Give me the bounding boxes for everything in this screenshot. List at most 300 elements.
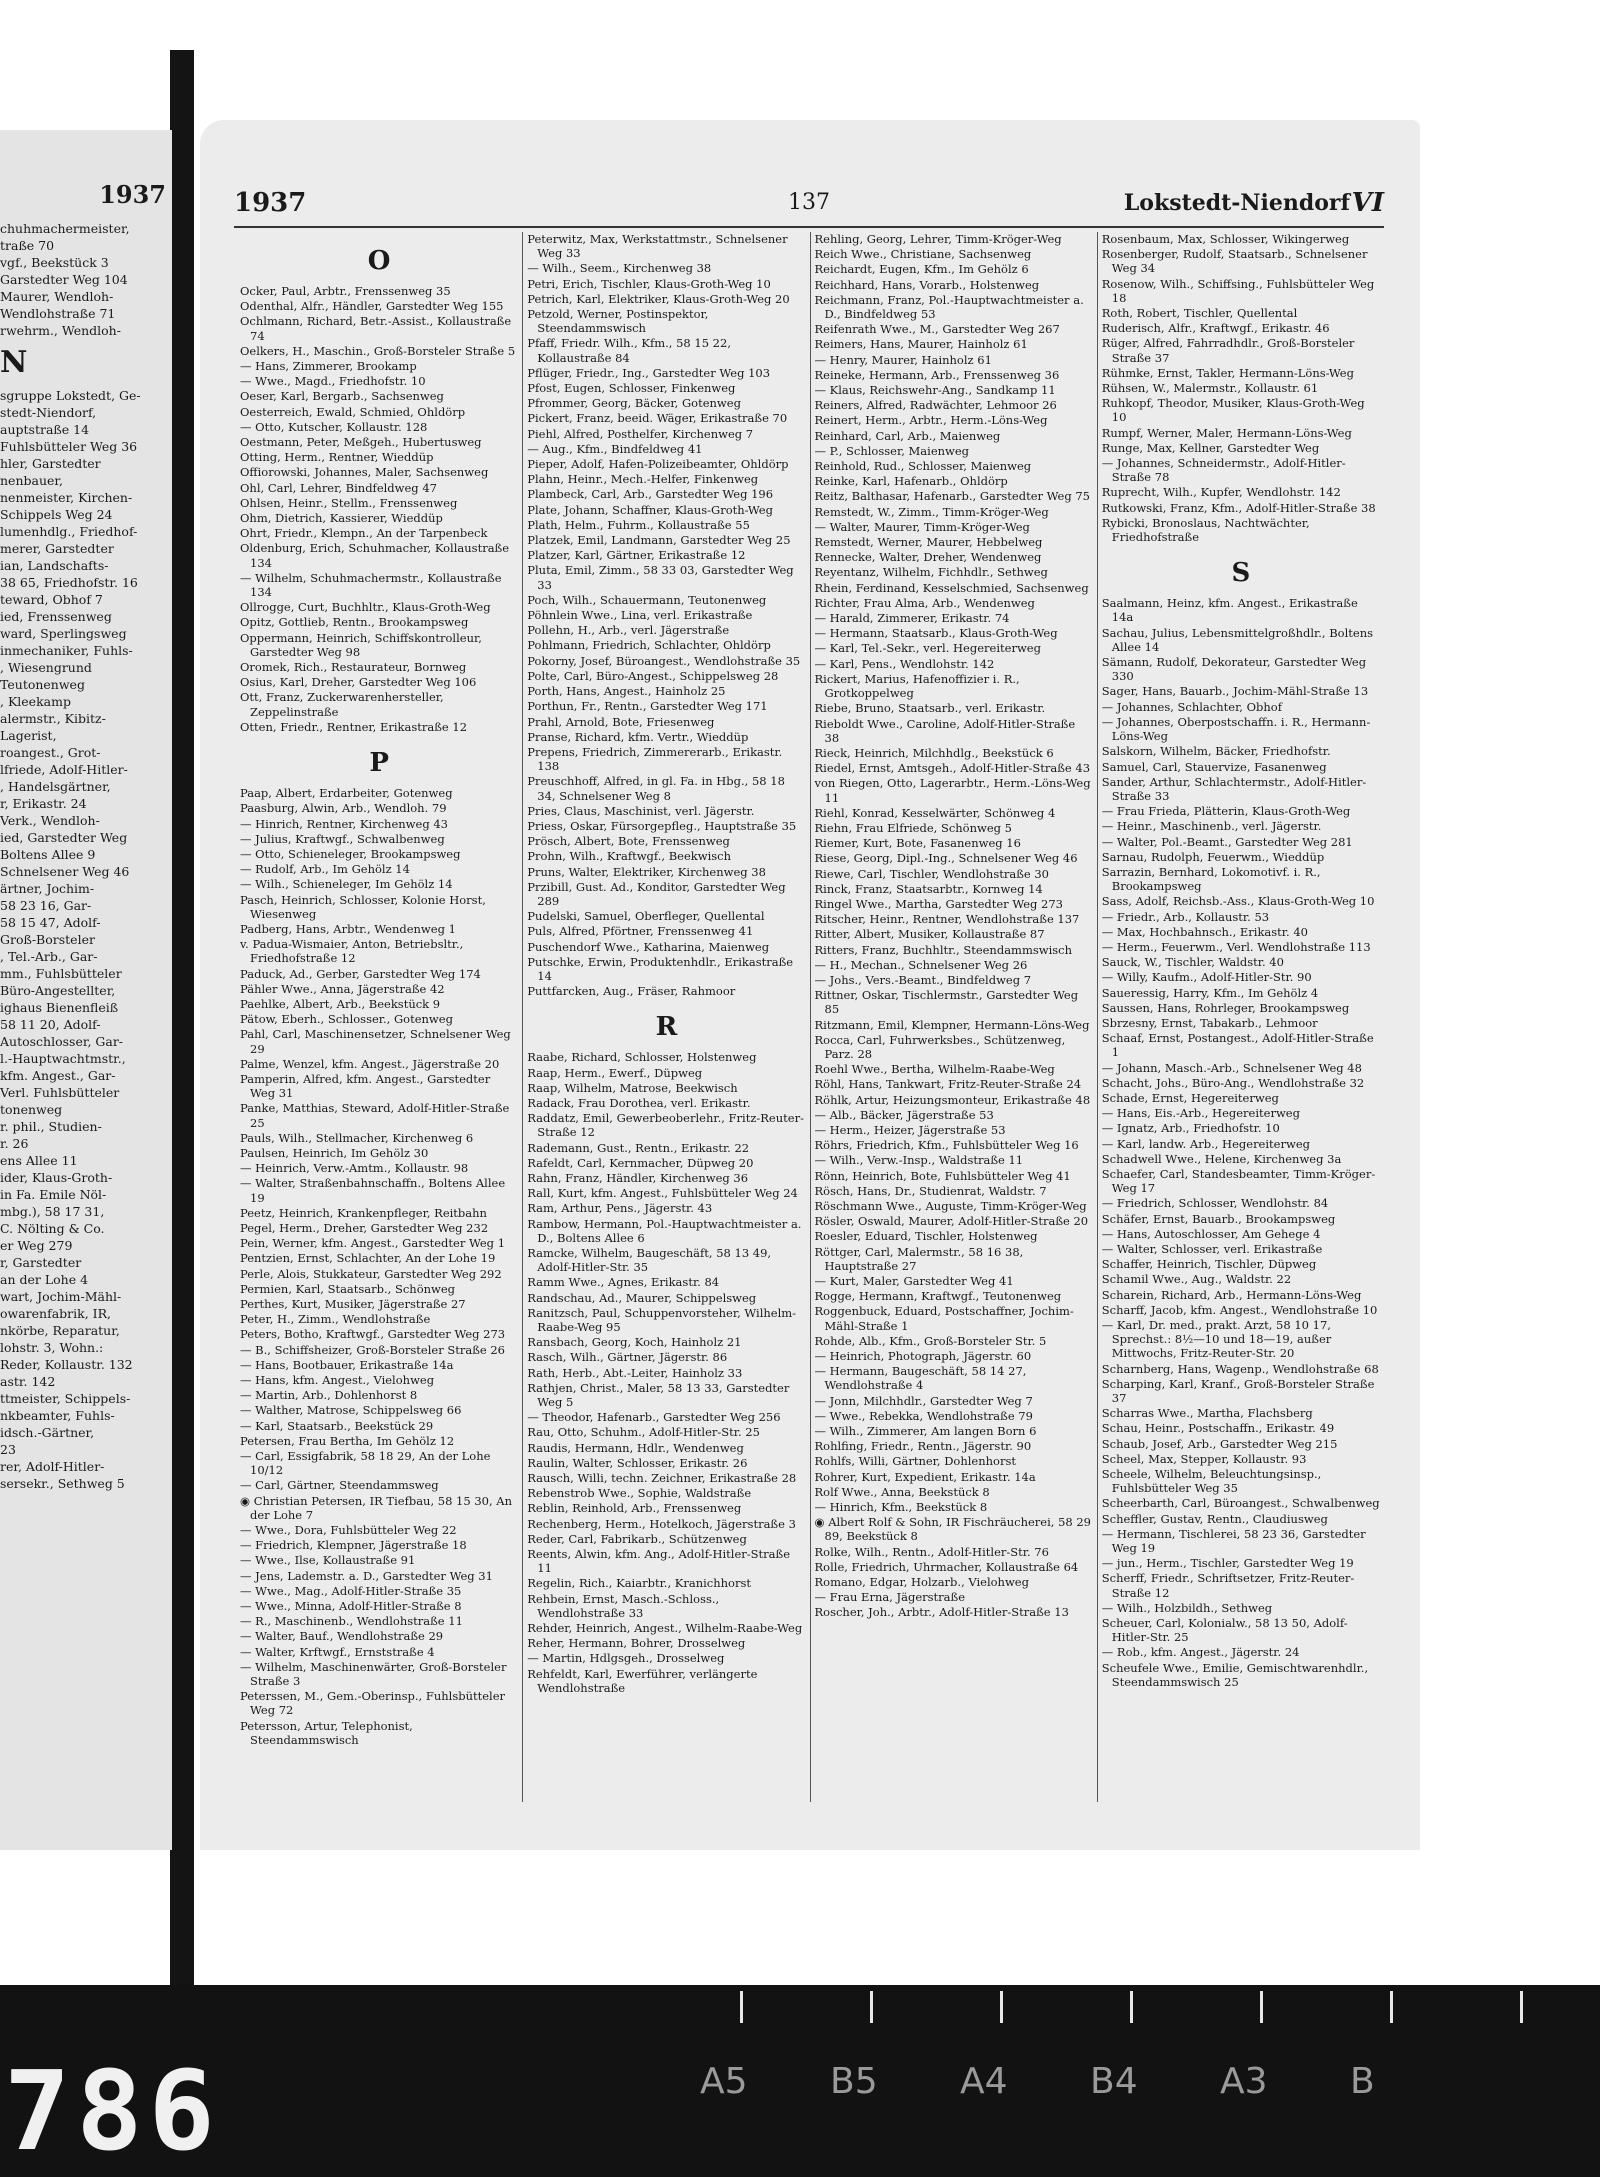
directory-entry: Petersson, Artur, Telephonist, Steendammswisch [240,1718,413,1747]
directory-entry: Pentzien, Ernst, Schlachter, An der Lohe 19 [240,1251,496,1266]
directory-entry: Rohlfs, Willi, Gärtner, Dohlenhorst [814,1454,1016,1469]
directory-entry: — B., Schiffsheizer, Groß-Borsteler Straße 26 [240,1342,505,1357]
directory-entry: Rittner, Oskar, Tischlermstr., Garstedter Weg 85 [814,988,1079,1017]
directory-entry: — Hinrich, Kfm., Beekstück 8 [814,1500,988,1515]
directory-entry: — Karl, Dr. med., prakt. Arzt, 58 10 17, Sprechst.: 8½—10 und 18—19, außer Mittwochs, Fritz-Reuter-Str. 20 [1101,1318,1332,1361]
film-tick [1520,1991,1523,2023]
directory-entry: — Karl, Tel.-Sekr., verl. Hegereiterweg [814,641,1041,656]
text-fragment: r. phil., Studien- [0,1119,102,1134]
directory-entry: Puschendorf Wwe., Katharina, Maienweg [527,939,770,954]
directory-entry: Raulin, Walter, Schlosser, Erikastr. 26 [527,1455,748,1470]
directory-entry: — Karl, Staatsarb., Beekstück 29 [240,1418,434,1433]
directory-entry: Rösler, Oswald, Maurer, Adolf-Hitler-Straße 20 [814,1214,1089,1229]
directory-column-3 [810,232,1097,1802]
directory-entry: Sachau, Julius, Lebensmittelgroßhdlr., Boltens Allee 14 [1101,625,1374,654]
header-rule [234,226,1384,228]
directory-entry: — Johannes, Schneidermstr., Adolf-Hitler-Straße 78 [1101,456,1346,485]
directory-entry: — Julius, Kraftwgf., Schwalbenweg [240,831,445,846]
directory-entry: — Walter, Krftwgf., Ernststraße 4 [240,1644,435,1659]
directory-entry: Rohrer, Kurt, Expedient, Erikastr. 14a [814,1469,1036,1484]
directory-entry: von Riegen, Otto, Lagerarbtr., Herm.-Löns-Weg 11 [814,776,1091,805]
directory-entry: Riebe, Bruno, Staatsarb., verl. Erikastr. [814,701,1046,716]
text-fragment: mbg.), 58 17 31, [0,1204,105,1219]
directory-entry: Peters, Botho, Kraftwgf., Garstedter Weg 273 [240,1327,506,1342]
directory-entry: Pätow, Eberh., Schlosser., Gotenweg [240,1012,453,1027]
directory-entry: Raap, Wilhelm, Matrose, Beekwisch [527,1080,738,1095]
directory-entry: Oppermann, Heinrich, Schiffskontrolleur, Garstedter Weg 98 [240,630,482,659]
directory-entry: Rühsen, W., Malermstr., Kollaustr. 61 [1101,381,1319,396]
directory-entry: Scharein, Richard, Arb., Hermann-Löns-Weg [1101,1287,1362,1302]
text-fragment: nenbauer, [0,473,63,488]
directory-entry: — Herm., Heizer, Jägerstraße 53 [814,1122,1006,1137]
directory-entry: Petrich, Karl, Elektriker, Klaus-Groth-Weg 20 [527,291,790,306]
text-fragment: r, Erikastr. 24 [0,796,87,811]
directory-entry: Reiners, Alfred, Radwächter, Lehmoor 26 [814,398,1057,413]
directory-entry: Ollrogge, Curt, Buchhltr., Klaus-Groth-Weg [240,600,491,615]
directory-entry: Ohlsen, Heinr., Stellm., Frenssenweg [240,495,458,510]
directory-entry: Rhein, Ferdinand, Kesselschmied, Sachsenweg [814,580,1089,595]
directory-entry: Pflüger, Friedr., Ing., Garstedter Weg 103 [527,365,771,380]
text-fragment: in Fa. Emile Nöl- [0,1187,107,1202]
directory-entry: — Max, Hochbahnsch., Erikastr. 40 [1101,924,1308,939]
text-fragment: ens Allee 11 [0,1153,78,1168]
directory-entry: — Friedrich, Schlosser, Wendlohstr. 84 [1101,1196,1329,1211]
text-fragment: nkörbe, Reparatur, [0,1323,120,1338]
directory-entry: Permien, Karl, Staatsarb., Schönweg [240,1281,456,1296]
directory-entry: Rehfeldt, Karl, Ewerführer, verlängerte Wendlohstraße [527,1666,758,1695]
directory-entry: — Frau Erna, Jägerstraße [814,1590,966,1605]
page-header [234,188,1384,228]
directory-entry: Petri, Erich, Tischler, Klaus-Groth-Weg 10 [527,276,771,291]
directory-entry: Osius, Karl, Dreher, Garstedter Weg 106 [240,675,477,690]
directory-entry: Schaefer, Carl, Standesbeamter, Timm-Kröger-Weg 17 [1101,1166,1376,1196]
text-fragment: lfriede, Adolf-Hitler- [0,762,128,777]
directory-entry: — Martin, Hdlgsgeh., Drosselweg [527,1651,725,1666]
text-fragment: C. Nölting & Co. [0,1221,105,1236]
directory-entry: Reinhard, Carl, Arb., Maienweg [814,428,1001,443]
directory-entry: — Carl, Gärtner, Steendammsweg [240,1478,439,1493]
directory-entry: Ruderisch, Alfr., Kraftwgf., Erikastr. 46 [1101,321,1330,336]
directory-entry: — Harald, Zimmerer, Erikastr. 74 [814,611,1010,626]
directory-entry: Plath, Helm., Fuhrm., Kollaustraße 55 [527,517,750,532]
film-tick [1390,1991,1393,2023]
directory-entry: Reinke, Karl, Hafenarb., Ohldörp [814,474,1008,489]
directory-entry: — Otto, Schieneleger, Brookampsweg [240,846,461,861]
directory-entry: Oestmann, Peter, Meßgeh., Hubertusweg [240,435,482,450]
directory-entry: Radack, Frau Dorothea, verl. Erikastr. [527,1095,751,1110]
directory-column-4 [1097,232,1384,1802]
directory-columns [236,232,1384,1802]
directory-entry: Schade, Ernst, Hegereiterweg [1101,1090,1279,1105]
directory-entry: Schamil Wwe., Aug., Waldstr. 22 [1101,1272,1292,1287]
directory-entry: Rathjen, Christ., Maler, 58 13 33, Garstedter Weg 5 [527,1380,790,1410]
directory-entry: — Wwe., Minna, Adolf-Hitler-Straße 8 [240,1599,462,1614]
directory-entry: Sämann, Rudolf, Dekorateur, Garstedter Weg 330 [1101,655,1367,684]
directory-entry: Sass, Adolf, Reichsb.-Ass., Klaus-Groth-Weg 10 [1101,894,1375,909]
directory-entry: Rebenstrob Wwe., Sophie, Waldstraße [527,1486,752,1501]
directory-entry: ◉ Albert Rolf & Sohn, IR Fischräucherei, 58 29 89, Beekstück 8 [814,1515,1091,1544]
directory-entry: Scheerbarth, Carl, Büroangest., Schwalbenweg [1101,1496,1380,1511]
directory-entry: ◉ Christian Petersen, IR Tiefbau, 58 15 30, An der Lohe 7 [240,1493,513,1522]
directory-entry: Przibill, Gust. Ad., Konditor, Garstedter Weg 289 [527,879,786,908]
text-fragment: Groß-Borsteler [0,932,95,947]
directory-entry: Prösch, Albert, Bote, Frenssenweg [527,834,730,849]
text-fragment: Verk., Wendloh- [0,813,100,828]
text-fragment: 58 11 20, Adolf- [0,1017,101,1032]
directory-entry: — Wilh., Zimmerer, Am langen Born 6 [814,1424,1037,1439]
directory-entry: — Hermann, Staatsarb., Klaus-Groth-Weg [814,626,1058,641]
directory-entry: — Walther, Matrose, Schippelsweg 66 [240,1403,462,1418]
text-fragment: auptstraße 14 [0,422,90,437]
directory-entry: — Hinrich, Rentner, Kirchenweg 43 [240,816,448,831]
text-fragment: Maurer, Wendloh- [0,289,114,304]
text-fragment: tonenweg [0,1102,63,1117]
directory-entry: Piehl, Alfred, Posthelfer, Kirchenweg 7 [527,426,754,441]
directory-entry: Pohlmann, Friedrich, Schlachter, Ohldörp [527,638,771,653]
directory-entry: Pokorny, Josef, Büroangest., Wendlohstraße 35 [527,653,801,668]
directory-entry: Ringel Wwe., Martha, Garstedter Weg 273 [814,896,1063,911]
directory-entry: — Hermann, Tischlerei, 58 23 36, Garstedter Weg 19 [1101,1526,1366,1556]
directory-entry: — Wilh., Schieneleger, Im Gehölz 14 [240,877,453,892]
directory-entry: — Friedrich, Klempner, Jägerstraße 18 [240,1538,467,1553]
film-tick [870,1991,873,2023]
text-fragment: rwehrm., Wendloh- [0,323,121,338]
directory-entry: Pudelski, Samuel, Oberfleger, Quellental [527,909,765,924]
directory-entry: Roscher, Joh., Arbtr., Adolf-Hitler-Straße 13 [814,1605,1069,1620]
directory-entry: Scharras Wwe., Martha, Flachsberg [1101,1406,1313,1421]
directory-entry: Riewe, Carl, Tischler, Wendlohstraße 30 [814,866,1049,881]
directory-entry: — Alb., Bäcker, Jägerstraße 53 [814,1107,994,1122]
directory-entry: Raudis, Hermann, Hdlr., Wendenweg [527,1440,744,1455]
directory-entry: Paasburg, Alwin, Arb., Wendloh. 79 [240,801,447,816]
directory-entry: Rumpf, Werner, Maler, Hermann-Löns-Weg [1101,425,1352,440]
directory-entry: Scherff, Friedr., Schriftsetzer, Fritz-Reuter-Straße 12 [1101,1571,1355,1600]
directory-entry: Reblin, Reinhold, Arb., Frenssenweg [527,1501,742,1516]
directory-entry: — Wwe., Dora, Fuhlsbütteler Weg 22 [240,1523,457,1538]
directory-entry: — Rudolf, Arb., Im Gehölz 14 [240,862,410,877]
directory-entry: Ochlmann, Richard, Betr.-Assist., Kollaustraße 74 [240,314,512,343]
directory-entry: — H., Mechan., Schnelsener Weg 26 [814,957,1028,972]
directory-entry: Paap, Albert, Erdarbeiter, Gotenweg [240,786,453,801]
text-fragment: kfm. Angest., Gar- [0,1068,116,1083]
directory-entry: Ruprecht, Wilh., Kupfer, Wendlohstr. 142 [1101,485,1341,500]
directory-entry: Oelkers, H., Maschin., Groß-Borsteler Straße 5 [240,343,516,358]
directory-entry: — R., Maschinenb., Wendlohstraße 11 [240,1614,463,1629]
directory-entry: Rutkowski, Franz, Kfm., Adolf-Hitler-Straße 38 [1101,500,1376,515]
directory-entry: Reich Wwe., Christiane, Sachsenweg [814,247,1032,262]
directory-entry: Perle, Alois, Stukkateur, Garstedter Weg 292 [240,1266,502,1281]
directory-entry: Scheele, Wilhelm, Beleuchtungsinsp., Fuhlsbütteler Weg 35 [1101,1467,1322,1496]
directory-entry: Reineke, Hermann, Arb., Frenssenweg 36 [814,367,1060,382]
directory-entry: Rehder, Heinrich, Angest., Wilhelm-Raabe-Weg [527,1621,803,1636]
directory-entry: — Hans, Bootbauer, Erikastraße 14a [240,1357,454,1372]
directory-entry: Pasch, Heinrich, Schlosser, Kolonie Horst, Wiesenweg [240,892,486,921]
directory-entry: Riehl, Konrad, Kesselwärter, Schönweg 4 [814,805,1056,820]
directory-entry: Sager, Hans, Bauarb., Jochim-Mähl-Straße 13 [1101,684,1369,699]
directory-entry: Roehl Wwe., Bertha, Wilhelm-Raabe-Weg [814,1062,1055,1077]
text-fragment: Teutonenweg [0,677,85,692]
section-letter: P [369,748,389,779]
directory-entry: Reyentanz, Wilhelm, Fichhdlr., Sethweg [814,565,1048,580]
directory-entry: — Johannes, Schlachter, Obhof [1101,699,1282,714]
directory-entry: Ruhkopf, Theodor, Musiker, Klaus-Groth-Weg 10 [1101,396,1365,425]
directory-entry: Saalmann, Heinz, kfm. Angest., Erikastraße 14a [1101,596,1358,625]
directory-entry: Peterssen, M., Gem.-Oberinsp., Fuhlsbütteler Weg 72 [240,1689,506,1718]
directory-entry: Panke, Matthias, Steward, Adolf-Hitler-Straße 25 [240,1101,510,1130]
reel-code: 786 [4,2047,221,2175]
directory-entry: — Friedr., Arb., Kollaustr. 53 [1101,909,1270,924]
directory-entry: — Walter, Straßenbahnschaffn., Boltens Allee 19 [240,1176,506,1205]
directory-entry: Raap, Herm., Ewerf., Düpweg [527,1065,703,1080]
directory-entry: Scheufele Wwe., Emilie, Gemischtwarenhdlr., Steendammswisch 25 [1101,1660,1369,1689]
text-fragment: 58 15 47, Adolf- [0,915,101,930]
directory-entry: Remstedt, Werner, Maurer, Hebbelweg [814,535,1043,550]
directory-entry: Ohm, Dietrich, Kassierer, Wieddüp [240,511,443,526]
film-tick [1130,1991,1133,2023]
directory-entry: Saussen, Hans, Rohrleger, Brookampsweg [1101,1000,1350,1015]
text-fragment: hler, Garstedter [0,456,101,471]
text-fragment: roangest., Grot- [0,745,101,760]
text-fragment: nkbeamter, Fuhls- [0,1408,115,1423]
directory-entry: Pfaff, Friedr. Wilh., Kfm., 58 15 22, Kollaustraße 84 [527,336,731,365]
directory-entry: Paulsen, Heinrich, Im Gehölz 30 [240,1145,429,1160]
section-letter: O [367,246,391,276]
directory-entry: Petzold, Werner, Postinspektor, Steendammswisch [527,307,709,336]
directory-entry: Palme, Wenzel, kfm. Angest., Jägerstraße 20 [240,1056,500,1071]
directory-entry: Roesler, Eduard, Tischler, Holstenweg [814,1229,1038,1244]
directory-entry: — Walter, Bauf., Wendlohstraße 29 [240,1629,444,1644]
directory-entry: Rohde, Alb., Kfm., Groß-Borsteler Str. 5 [814,1333,1047,1348]
directory-entry: Reifenrath Wwe., M., Garstedter Weg 267 [814,322,1060,337]
text-fragment: ward, Sperlingsweg [0,626,127,641]
directory-entry: Platzer, Karl, Gärtner, Erikastraße 12 [527,548,746,563]
text-fragment: Wendlohstraße 71 [0,306,116,321]
directory-entry: Platzek, Emil, Landmann, Garstedter Weg 25 [527,533,791,548]
directory-entry: Rosenbaum, Max, Schlosser, Wikingerweg [1101,232,1350,246]
text-fragment: sgruppe Lokstedt, Ge- [0,388,141,403]
directory-entry: Pein, Werner, kfm. Angest., Garstedter Weg 1 [240,1236,506,1251]
size-mark: B4 [1090,2061,1138,2102]
directory-entry: Ohl, Carl, Lehrer, Bindfeldweg 47 [240,480,437,495]
directory-entry: — Johannes, Oberpostschaffn. i. R., Hermann-Löns-Weg [1101,714,1371,744]
text-fragment: Schippels Weg 24 [0,507,113,522]
directory-entry: Pauls, Wilh., Stellmacher, Kirchenweg 6 [240,1130,474,1145]
directory-entry: Pruns, Walter, Elektriker, Kirchenweg 38 [527,864,766,879]
directory-entry: — Jens, Lademstr. a. D., Garstedter Weg 31 [240,1568,493,1583]
directory-entry: — Karl, Pens., Wendlohstr. 142 [814,656,995,671]
size-mark: B [1350,2061,1375,2102]
directory-entry: Roth, Robert, Tischler, Quellental [1101,306,1298,321]
directory-entry: Sarnau, Rudolph, Feuerwm., Wieddüp [1101,849,1325,864]
directory-entry: Sbrzesny, Ernst, Tabakarb., Lehmoor [1101,1015,1318,1030]
directory-entry: Peter, H., Zimm., Wendlohstraße [240,1312,431,1327]
directory-entry: Scheel, Max, Stepper, Kollaustr. 93 [1101,1451,1307,1466]
directory-entry: Rambow, Hermann, Pol.-Hauptwachtmeister a. D., Boltens Allee 6 [527,1216,802,1245]
text-fragment: astr. 142 [0,1374,56,1389]
directory-entry: Remstedt, W., Zimm., Timm-Kröger-Weg [814,504,1049,519]
directory-entry: Ritscher, Heinr., Rentner, Wendlohstraße 137 [814,912,1080,927]
directory-entry: — Hans, kfm. Angest., Vielohweg [240,1373,435,1388]
directory-entry: Pollehn, H., Arb., verl. Jägerstraße [527,623,730,638]
directory-entry: Sarrazin, Bernhard, Lokomotivf. i. R., Brookampsweg [1101,864,1321,894]
text-fragment: ttmeister, Schippels- [0,1391,131,1406]
directory-entry: Oromek, Rich., Restaurateur, Bornweg [240,660,467,675]
directory-entry: Pöhnlein Wwe., Lina, verl. Erikastraße [527,608,753,623]
directory-entry: Ritter, Albert, Musiker, Kollaustraße 87 [814,927,1045,942]
directory-entry: Plambeck, Carl, Arb., Garstedter Weg 196 [527,487,774,502]
directory-entry: Sander, Arthur, Schlachtermstr., Adolf-Hitler-Straße 33 [1101,774,1367,803]
directory-entry: Rehling, Georg, Lehrer, Timm-Kröger-Weg [814,232,1062,246]
directory-entry: Schaaf, Ernst, Postangest., Adolf-Hitler-Straße 1 [1101,1031,1374,1060]
directory-entry: — Henry, Maurer, Hainholz 61 [814,352,992,367]
directory-entry: Sauck, W., Tischler, Waldstr. 40 [1101,955,1284,970]
directory-entry: Rinck, Franz, Staatsarbtr., Kornweg 14 [814,881,1043,896]
directory-entry: Pries, Claus, Maschinist, verl. Jägerstr. [527,803,755,818]
text-fragment: r. 26 [0,1136,29,1151]
directory-entry: Rausch, Willi, techn. Zeichner, Erikastraße 28 [527,1471,797,1486]
directory-entry: Polte, Carl, Büro-Angest., Schippelsweg 28 [527,668,779,683]
directory-entry: Porth, Hans, Angest., Hainholz 25 [527,684,726,699]
film-strip [0,1985,1600,2177]
directory-entry: Padberg, Hans, Arbtr., Wendenweg 1 [240,921,456,936]
directory-entry: Otting, Herm., Rentner, Wieddüp [240,450,434,465]
directory-entry: — Johann, Masch.-Arb., Schnelsener Weg 48 [1101,1060,1362,1075]
directory-entry: Puttfarcken, Aug., Fräser, Rahmoor [527,984,736,999]
directory-entry: — Hans, Zimmerer, Brookamp [240,359,417,374]
directory-entry: Rosenow, Wilh., Schiffsing., Fuhlsbütteler Weg 18 [1101,276,1375,305]
directory-entry: Röschmann Wwe., Auguste, Timm-Kröger-Weg [814,1199,1087,1213]
directory-column-2 [522,232,809,1802]
directory-entry: Prepens, Friedrich, Zimmererarb., Erikastr. 138 [527,744,783,774]
directory-entry: Scharnberg, Hans, Wagenp., Wendlohstraße 68 [1101,1361,1379,1376]
directory-entry: Schacht, Johs., Büro-Ang., Wendlohstraße 32 [1101,1075,1365,1090]
directory-entry: Rolle, Friedrich, Uhrmacher, Kollaustraße 64 [814,1559,1079,1574]
text-fragment: lumenhdlg., Friedhof- [0,524,138,539]
directory-entry: — Klaus, Reichswehr-Ang., Sandkamp 11 [814,383,1056,398]
directory-entry: — Hans, Autoschlosser, Am Gehege 4 [1101,1226,1321,1241]
directory-entry: — Jonn, Milchhdlr., Garstedter Weg 7 [814,1393,1033,1408]
directory-entry: Peterwitz, Max, Werkstattmstr., Schnelsener Weg 33 [527,232,788,261]
text-fragment: Schnelsener Weg 46 [0,864,130,879]
previous-page-year: 1937 [99,180,166,209]
directory-page [200,120,1420,1850]
directory-entry: Rademann, Gust., Rentn., Erikastr. 22 [527,1140,750,1155]
directory-entry: Poch, Wilh., Schauermann, Teutonenweg [527,592,767,607]
directory-entry: — Karl, landw. Arb., Hegereiterweg [1101,1136,1310,1151]
directory-entry: — Kurt, Maler, Garstedter Weg 41 [814,1274,1014,1289]
directory-entry: Rennecke, Walter, Dreher, Wendenweg [814,550,1042,565]
size-mark: B5 [830,2061,878,2102]
directory-entry: Preuschhoff, Alfred, in gl. Fa. in Hbg., 58 18 34, Schnelsener Weg 8 [527,774,785,803]
directory-entry: Rosenberger, Rudolf, Staatsarb., Schnelsener Weg 34 [1101,247,1368,276]
text-fragment: 38 65, Friedhofstr. 16 [0,575,138,590]
text-fragment: Fuhlsbütteler Weg 36 [0,439,138,454]
text-fragment: 23 [0,1442,16,1457]
directory-entry: Pluta, Emil, Zimm., 58 33 03, Garstedter Weg 33 [527,563,794,592]
directory-entry: Riese, Georg, Dipl.-Ing., Schnelsener Weg 46 [814,851,1078,866]
directory-entry: Ranitzsch, Paul, Schuppenvorsteher, Wilhelm-Raabe-Weg 95 [527,1305,797,1335]
text-fragment: vgf., Beekstück 3 [0,255,109,270]
text-fragment: wart, Jochim-Mähl- [0,1289,122,1304]
previous-page-fragment [0,130,172,1850]
directory-entry: Rogge, Hermann, Kraftwgf., Teutonenweg [814,1289,1062,1304]
directory-entry: Raddatz, Emil, Gewerbeoberlehr., Fritz-Reuter-Straße 12 [527,1111,804,1140]
text-fragment: inmechaniker, Fuhls- [0,643,133,658]
film-ticks [740,1985,1600,2025]
directory-entry: Reents, Alwin, kfm. Ang., Adolf-Hitler-Straße 11 [527,1547,790,1576]
text-fragment: Reder, Kollaustr. 132 [0,1357,133,1372]
directory-entry: Riemer, Kurt, Bote, Fasanenweg 16 [814,836,1021,851]
text-fragment: , Wiesengrund [0,660,92,675]
text-fragment: stedt-Niendorf, [0,405,97,420]
text-fragment: teward, Obhof 7 [0,592,103,607]
directory-entry: — Theodor, Hafenarb., Garstedter Weg 256 [527,1410,781,1425]
directory-entry: Röhrs, Friedrich, Kfm., Fuhlsbütteler Weg 16 [814,1138,1079,1153]
directory-entry: Scheffler, Gustav, Rentn., Claudiusweg [1101,1511,1328,1526]
directory-entry: Perthes, Kurt, Musiker, Jägerstraße 27 [240,1297,466,1311]
directory-entry: — Frau Frieda, Plätterin, Klaus-Groth-Weg [1101,804,1351,819]
directory-entry: — Walter, Maurer, Timm-Kröger-Weg [814,519,1030,534]
directory-entry: — Wilh., Seem., Kirchenweg 38 [527,261,712,276]
text-fragment: r, Garstedter [0,1255,82,1270]
directory-entry: Ramm Wwe., Agnes, Erikastr. 84 [527,1275,720,1290]
directory-entry: Paduck, Ad., Gerber, Garstedter Weg 174 [240,966,481,981]
directory-entry: — Walter, Schlosser, verl. Erikastraße [1101,1242,1323,1256]
directory-column-1 [236,232,522,1802]
page-year: 1937 [234,188,307,218]
text-fragment: , Tel.-Arb., Gar- [0,949,98,964]
directory-entry: Plahn, Heinr., Mech.-Helfer, Finkenweg [527,472,759,487]
directory-entry: — P., Schlosser, Maienweg [814,443,970,458]
text-fragment: , Handelsgärtner, [0,779,111,794]
directory-entry: Oeser, Karl, Bergarb., Sachsenweg [240,389,444,404]
directory-entry: Röhl, Hans, Tankwart, Fritz-Reuter-Straße 24 [814,1077,1082,1092]
directory-entry: Scharping, Karl, Kranf., Groß-Borsteler Straße 37 [1101,1376,1375,1406]
directory-entry: Scharff, Jacob, kfm. Angest., Wendlohstraße 10 [1101,1302,1378,1317]
directory-entry: Ransbach, Georg, Koch, Hainholz 21 [527,1335,742,1350]
size-mark: A3 [1220,2061,1268,2102]
directory-entry: Schaub, Josef, Arb., Garstedter Weg 215 [1101,1436,1338,1451]
directory-entry: Plate, Johann, Schaffner, Klaus-Groth-Weg [527,502,773,517]
directory-entry: Salskorn, Wilhelm, Bäcker, Friedhofstr. [1101,744,1331,759]
text-fragment: Garstedter Weg 104 [0,272,128,287]
text-fragment: chuhmachermeister, [0,221,130,236]
directory-entry: Reher, Hermann, Bohrer, Drosselweg [527,1636,746,1651]
text-fragment: , Kleekamp [0,694,71,709]
directory-entry: Reitz, Balthasar, Hafenarb., Garstedter Weg 75 [814,489,1090,504]
directory-entry: Putschke, Erwin, Produktenhdlr., Erikastraße 14 [527,954,794,983]
directory-entry: Ram, Arthur, Pens., Jägerstr. 43 [527,1201,713,1216]
directory-entry: Reinhold, Rud., Schlosser, Maienweg [814,459,1032,474]
directory-entry: Pfrommer, Georg, Bäcker, Gotenweg [527,396,741,411]
directory-entry: Pranse, Richard, kfm. Vertr., Wieddüp [527,729,749,744]
directory-entry: Romano, Edgar, Holzarb., Vielohweg [814,1575,1029,1590]
text-fragment: ied, Garstedter Weg [0,830,128,845]
text-fragment: nenmeister, Kirchen- [0,490,133,505]
directory-entry: Paehlke, Albert, Arb., Beekstück 9 [240,996,441,1011]
directory-entry: — Wwe., Ilse, Kollaustraße 91 [240,1553,416,1568]
section-letter: S [1231,558,1251,589]
directory-entry: Samuel, Carl, Stauervize, Fasanenweg [1101,759,1327,774]
directory-entry: Rau, Otto, Schuhm., Adolf-Hitler-Str. 25 [527,1425,760,1440]
directory-entry: — Martin, Arb., Dohlenhorst 8 [240,1388,418,1403]
directory-entry: Oldenburg, Erich, Schuhmacher, Kollaustraße 134 [240,541,510,570]
text-fragment: Lagerist, [0,728,57,743]
directory-entry: Reichmann, Franz, Pol.-Hauptwachtmeister a. D., Bindfeldweg 53 [814,292,1084,322]
text-fragment: owarenfabrik, IR, [0,1306,111,1321]
directory-entry: — jun., Herm., Tischler, Garstedter Weg 19 [1101,1556,1354,1571]
page-place-title: Lokstedt-Niendorf [1123,190,1350,216]
